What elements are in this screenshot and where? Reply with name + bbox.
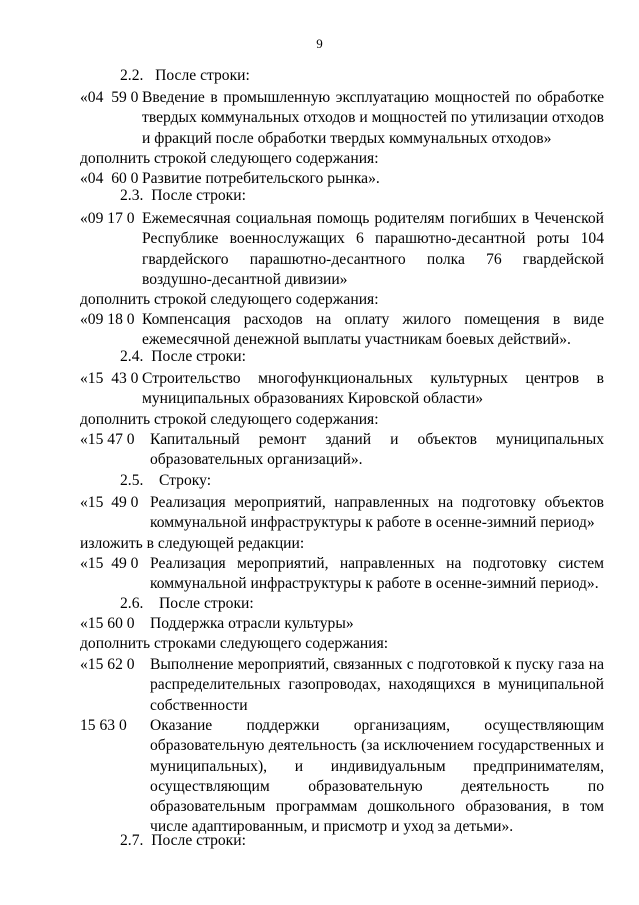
section-heading bbox=[120, 831, 246, 851]
section-number: 2.6. bbox=[120, 595, 144, 612]
code-entry bbox=[80, 430, 604, 471]
entry-code: «15 60 0 bbox=[80, 615, 135, 632]
code-entry bbox=[80, 554, 604, 595]
entry-code: «09 18 0 bbox=[80, 311, 135, 328]
entry-code: «15 47 0 bbox=[80, 431, 135, 448]
section-heading bbox=[120, 594, 254, 614]
entry-text: Введение в промышленную эксплуатацию мощностей по обработке твердых коммунальных отходов и мощностей по утилизации отходов и фракций после обработки твердых коммунальных отходов» bbox=[142, 89, 604, 147]
section-heading bbox=[120, 186, 246, 206]
code-entry bbox=[80, 614, 604, 634]
entry-code: «15 62 0 bbox=[80, 656, 135, 673]
code-entry bbox=[80, 493, 604, 534]
entry-code: «04 59 0 bbox=[80, 89, 139, 106]
connector-text: дополнить строками следующего содержания: bbox=[80, 635, 389, 652]
entry-code: «15 49 0 bbox=[80, 494, 139, 511]
section-heading bbox=[120, 347, 246, 367]
code-entry bbox=[80, 655, 604, 716]
page-number: 9 bbox=[316, 36, 323, 51]
entry-code: «15 43 0 bbox=[80, 370, 139, 387]
section-text: После строки: bbox=[151, 187, 246, 204]
section-text: После строки: bbox=[155, 67, 250, 84]
section-heading bbox=[120, 471, 211, 491]
entry-text: Строительство многофункциональных культурных центров в муниципальных образованиях Кировской области» bbox=[142, 370, 604, 408]
connector-text: дополнить строкой следующего содержания: bbox=[80, 411, 379, 428]
section-number: 2.7. bbox=[120, 832, 144, 849]
connector-text: дополнить строкой следующего содержания: bbox=[80, 150, 379, 167]
section-text: Строку: bbox=[158, 472, 212, 489]
entry-code: «09 17 0 bbox=[80, 210, 135, 227]
section-number: 2.3. bbox=[120, 187, 144, 204]
code-entry bbox=[80, 369, 604, 410]
code-entry bbox=[80, 310, 604, 351]
code-entry bbox=[80, 88, 604, 149]
code-entry bbox=[80, 209, 604, 290]
section-text: После строки: bbox=[158, 595, 254, 612]
entry-text: Выполнение мероприятий, связанных с подготовкой к пуску газа на распределительных газопроводах, находящихся в муниципальной собственности bbox=[150, 656, 604, 714]
entry-text: Реализация мероприятий, направленных на подготовку объектов коммунальной инфраструктуры к работе в осенне-зимний период» bbox=[150, 494, 604, 532]
entry-text: Реализация мероприятий, направленных на подготовку систем коммунальной инфраструктуры к работе в осенне-зимний период». bbox=[150, 555, 604, 593]
section-number: 2.5. bbox=[120, 472, 144, 489]
entry-text: Поддержка отрасли культуры» bbox=[150, 615, 354, 632]
entry-code: «04 60 0 bbox=[80, 170, 139, 187]
entry-text: Компенсация расходов на оплату жилого помещения в виде ежемесячной денежной выплаты участникам боевых действий». bbox=[142, 311, 604, 349]
section-number: 2.2. bbox=[120, 67, 144, 84]
code-entry bbox=[80, 716, 604, 838]
entry-text: Развитие потребительского рынка». bbox=[142, 170, 380, 187]
section-text: После строки: bbox=[151, 348, 246, 365]
section-heading bbox=[120, 66, 250, 86]
entry-code: «15 49 0 bbox=[80, 555, 139, 572]
connector-text: изложить в следующей редакции: bbox=[80, 535, 305, 552]
section-number: 2.4. bbox=[120, 348, 144, 365]
entry-text: Капитальный ремонт зданий и объектов муниципальных образовательных организаций». bbox=[150, 431, 604, 469]
entry-text: Оказание поддержки организациям, осуществляющим образовательную деятельность (за исключением государственных и муниципальных), и индивидуальным предпринимателям, осуществляющим образовательную деятельность по образовательным программам дошкольного образования, в том числе адаптированным, и присмотр и уход за детьми». bbox=[150, 717, 604, 836]
section-text: После строки: bbox=[151, 832, 246, 849]
entry-code: 15 63 0 bbox=[80, 717, 127, 734]
entry-text: Ежемесячная социальная помощь родителям погибших в Чеченской Республике военнослужащих 6 парашютно-десантной роты 104 гвардейского парашютно-десантного полка 76 гвардейской воздушно-десантной дивизии» bbox=[142, 210, 604, 288]
connector-text: дополнить строкой следующего содержания: bbox=[80, 291, 379, 308]
